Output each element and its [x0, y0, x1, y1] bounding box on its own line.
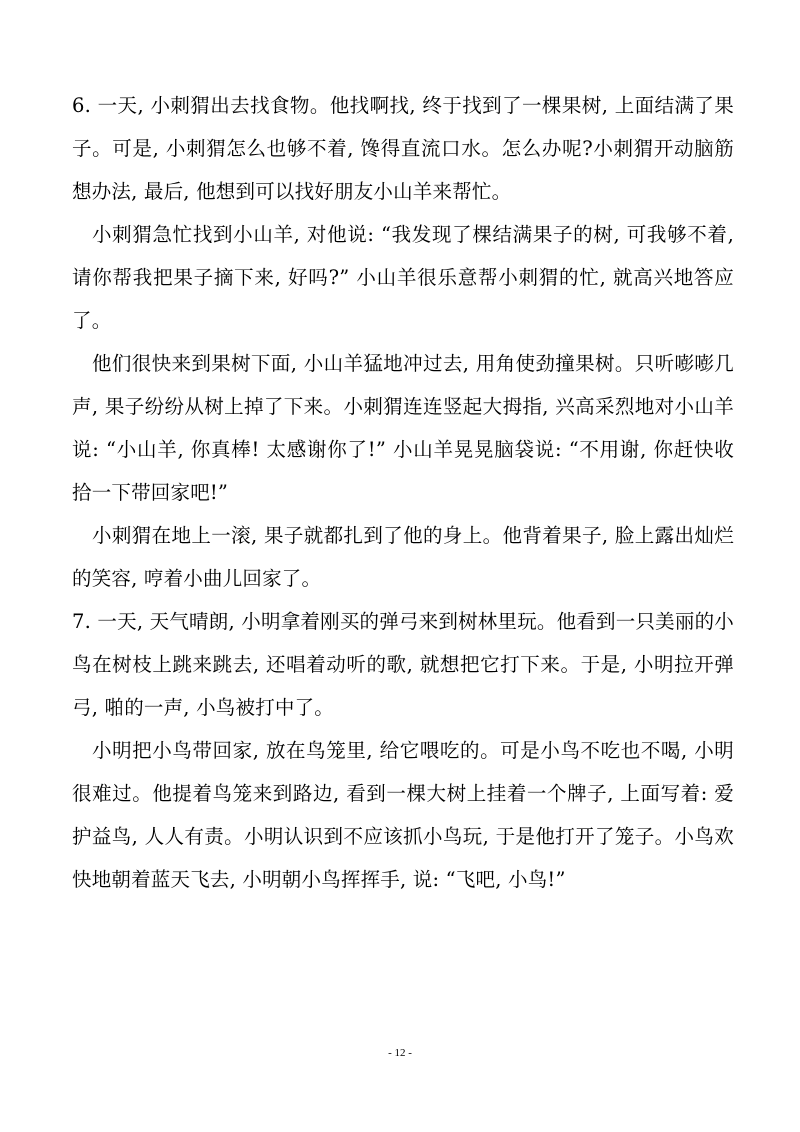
story-7-paragraph-2: 小明把小鸟带回家, 放在鸟笼里, 给它喂吃的。可是小鸟不吃也不喝, 小明很难过。他提着鸟笼来到路边, 看到一棵大树上挂着一个牌子, 上面写着: 爱护益鸟, 人人有责。小明认识到不应该抓小鸟玩, 于是他打开了笼子。小鸟欢快地朝着蓝天飞去, 小明朝小鸟挥挥手, 说: “飞吧, 小鸟!”: [72, 739, 734, 891]
story-7: [72, 600, 734, 901]
story-6-paragraph-4: 小刺猬在地上一滚, 果子就都扎到了他的身上。他背着果子, 脸上露出灿烂的笑容, 哼着小曲儿回家了。: [72, 524, 734, 590]
story-7-paragraph-1: 7. 一天, 天气晴朗, 小明拿着刚买的弹弓来到树林里玩。他看到一只美丽的小鸟在树枝上跳来跳去, 还唱着动听的歌, 就想把它打下来。于是, 小明拉开弹弓, 啪的一声, 小鸟被打中了。: [72, 610, 734, 719]
story-6: [72, 84, 734, 600]
document-body: [72, 84, 734, 901]
story-6-paragraph-3: 他们很快来到果树下面, 小山羊猛地冲过去, 用角使劲撞果树。只听嘭嘭几声, 果子纷纷从树上掉了下来。小刺猬连连竖起大拇指, 兴高采烈地对小山羊说: “小山羊, 你真棒! 太感谢你了!” 小山羊晃晃脑袋说: “不用谢, 你赶快收拾一下带回家吧!”: [72, 352, 734, 504]
page-number: - 12 -: [388, 1047, 412, 1059]
story-6-paragraph-1: 6. 一天, 小刺猬出去找食物。他找啊找, 终于找到了一棵果树, 上面结满了果子。可是, 小刺猬怎么也够不着, 馋得直流口水。怎么办呢?小刺猬开动脑筋想办法, 最后, 他想到可以找好朋友小山羊来帮忙。: [72, 94, 734, 203]
story-6-paragraph-2: 小刺猬急忙找到小山羊, 对他说: “我发现了棵结满果子的树, 可我够不着, 请你帮我把果子摘下来, 好吗?” 小山羊很乐意帮小刺猬的忙, 就高兴地答应了。: [72, 223, 734, 332]
